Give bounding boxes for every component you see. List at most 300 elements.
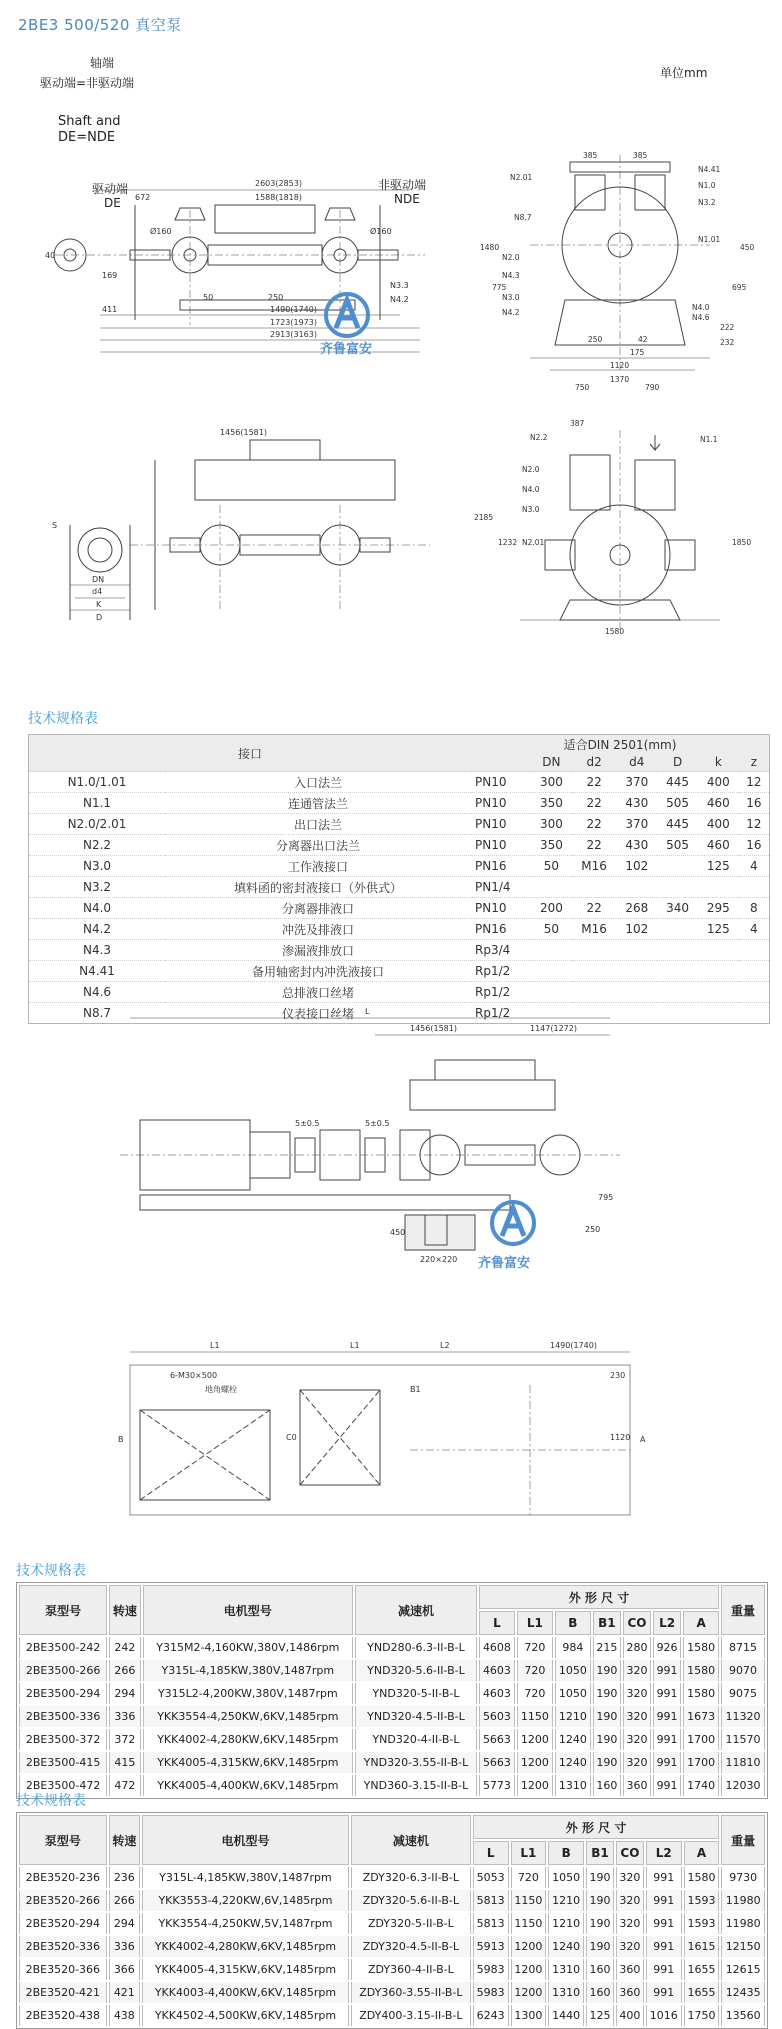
cell-dn: 50 [531, 919, 572, 940]
port-n32: N3.2 [698, 198, 716, 207]
cell-k [698, 1003, 739, 1024]
foundation-plan-dims [118, 1341, 646, 1444]
model-cell: ZDY320-5-II-B-L [351, 1913, 471, 1934]
cell-z [739, 940, 770, 961]
model-cell: 1700 [683, 1752, 719, 1773]
col-l: L [473, 1841, 509, 1865]
port-cell: N4.41 [29, 961, 166, 982]
model-cell: 1580 [683, 1637, 719, 1658]
port-cell: N4.6 [29, 982, 166, 1003]
model-row [19, 1982, 765, 2003]
cell-d [657, 877, 698, 898]
model-cell: YND320-5.6-II-B-L [355, 1660, 477, 1681]
model-cell: 11570 [721, 1729, 765, 1750]
model-cell: 991 [653, 1660, 681, 1681]
model-cell: 5663 [479, 1729, 515, 1750]
port-name-cell: 渗漏液排放口 [165, 940, 471, 961]
port-n87: N8.7 [514, 213, 532, 222]
model-cell: 2BE3520-294 [19, 1913, 107, 1934]
dim-k: K [96, 600, 102, 609]
model-cell: YKK4003-4,400KW,6KV,1485rpm [142, 1982, 349, 2003]
cell-k: 460 [698, 835, 739, 856]
col-k: k [698, 753, 739, 772]
model-cell: 991 [646, 1959, 682, 1980]
cell-d4: 430 [616, 793, 657, 814]
pump-front-body [70, 440, 430, 620]
cell-z: 16 [739, 835, 770, 856]
unit-label: 单位mm [660, 66, 708, 80]
model-cell: 991 [646, 1936, 682, 1957]
pump-side-drawing [40, 150, 440, 380]
model-cell: 1580 [684, 1867, 720, 1888]
spec-table-heading: 技术规格表 [28, 711, 98, 727]
model-cell: 720 [511, 1867, 547, 1888]
dim-1120: 1120 [610, 1433, 631, 1442]
dim-d160-right: Ø160 [370, 227, 392, 236]
cell-d4: 370 [616, 814, 657, 835]
dim-387: 387 [570, 419, 585, 428]
model-cell: 1673 [683, 1706, 719, 1727]
dim-2913: 2913(3163) [270, 330, 317, 339]
dim-s: S [52, 521, 58, 530]
port-n40: N4.0 [522, 485, 540, 494]
model-cell: 294 [109, 1683, 140, 1704]
col-pump: 泵型号 [19, 1815, 107, 1865]
model-cell: 991 [653, 1683, 681, 1704]
model-cell: 991 [646, 1913, 682, 1934]
cell-d [657, 856, 698, 877]
col-b1: B1 [593, 1611, 621, 1635]
port-n441: N4.41 [698, 165, 721, 174]
spec-row [29, 919, 770, 940]
model-cell: YKK4002-4,280KW,6KV,1485rpm [142, 1936, 349, 1957]
model-cell: 5813 [473, 1913, 509, 1934]
dim-b: B [118, 1435, 124, 1444]
model-cell: 1210 [548, 1913, 584, 1934]
nde-label-cn: 非驱动端 [378, 178, 427, 192]
model-cell: 1200 [517, 1752, 553, 1773]
model-cell: 5663 [479, 1752, 515, 1773]
cell-d2: M16 [572, 856, 617, 877]
model-cell: 2BE3500-242 [19, 1637, 107, 1658]
model-cell: Y315L-4,185KW,380V,1487rpm [143, 1660, 353, 1681]
model-cell: 320 [616, 1867, 644, 1888]
model-cell: 1240 [555, 1752, 591, 1773]
cell-d2 [572, 961, 617, 982]
cell-pn: Rp1/2 [471, 1003, 531, 1024]
model-cell: 1210 [555, 1706, 591, 1727]
model-cell: 1440 [548, 2005, 584, 2026]
cell-d2: 22 [572, 772, 617, 793]
model-cell: 991 [646, 1867, 682, 1888]
spec-row [29, 856, 770, 877]
model-cell: 438 [109, 2005, 140, 2026]
dim-l2: L2 [440, 1341, 450, 1350]
cell-d4: 102 [616, 856, 657, 877]
port-n201: N2.01 [522, 538, 545, 547]
dim-1850: 1850 [732, 538, 752, 547]
model-cell: 1200 [517, 1729, 553, 1750]
model-cell: 336 [109, 1706, 140, 1727]
port-cell: N2.2 [29, 835, 166, 856]
dim-b1: B1 [410, 1385, 421, 1394]
port-cell: N4.2 [29, 919, 166, 940]
model-cell: 5983 [473, 1982, 509, 2003]
dim-450: 450 [740, 243, 755, 252]
model-cell: 190 [593, 1706, 621, 1727]
model-cell: 12615 [721, 1959, 765, 1980]
port-name-cell: 出口法兰 [165, 814, 471, 835]
model-cell: 8715 [721, 1637, 765, 1658]
col-speed: 转速 [109, 1815, 140, 1865]
dim-1232: 1232 [498, 538, 518, 547]
unit-assembly-body [120, 1018, 620, 1250]
model-cell: 12435 [721, 1982, 765, 2003]
cell-k: 295 [698, 898, 739, 919]
model-cell: 1310 [548, 1982, 584, 2003]
cell-d2: M16 [572, 919, 617, 940]
model-cell: 242 [109, 1637, 140, 1658]
cell-dn: 300 [531, 772, 572, 793]
col-l: L [479, 1611, 515, 1635]
col-co: CO [623, 1611, 651, 1635]
port-cell: N3.0 [29, 856, 166, 877]
model-cell: 360 [616, 1982, 644, 2003]
model-cell: 9075 [721, 1683, 765, 1704]
model-cell: 190 [586, 1867, 614, 1888]
model-cell: YND320-3.55-II-B-L [355, 1752, 477, 1773]
dim-d4: d4 [92, 587, 103, 596]
port-n42: N4.2 [390, 295, 409, 304]
spec-row [29, 814, 770, 835]
cell-z [739, 982, 770, 1003]
dim-42: 42 [638, 335, 648, 344]
model-cell: 5983 [473, 1959, 509, 1980]
de-label-en: DE [104, 196, 121, 210]
col-port: 接口 [29, 735, 472, 772]
dim-250: 250 [585, 1225, 601, 1234]
model-cell: 2BE3520-266 [19, 1890, 107, 1911]
port-n30: N3.0 [522, 505, 540, 514]
model-cell: 190 [586, 1936, 614, 1957]
model-cell: 2BE3520-366 [19, 1959, 107, 1980]
model-cell: 11980 [721, 1913, 765, 1934]
dim-450: 450 [390, 1228, 406, 1237]
model-cell: 320 [616, 1890, 644, 1911]
model-cell: 266 [109, 1660, 140, 1681]
spec-row [29, 793, 770, 814]
model-cell: 2BE3500-336 [19, 1706, 107, 1727]
dim-2603: 2603(2853) [255, 179, 302, 188]
model-cell: ZDY360-3.55-II-B-L [351, 1982, 471, 2003]
model-cell: 9730 [721, 1867, 765, 1888]
dim-gap-1: 5±0.5 [295, 1119, 320, 1128]
model-cell: 13560 [721, 2005, 765, 2026]
model-cell: Y315M2-4,160KW,380V,1486rpm [143, 1637, 353, 1658]
model-cell: 320 [623, 1706, 651, 1727]
pump-end-drawing [470, 150, 770, 390]
model-cell: 9070 [721, 1660, 765, 1681]
port-cell: N8.7 [29, 1003, 166, 1024]
model-cell: YKK4005-4,315KW,6KV,1485rpm [142, 1959, 349, 1980]
model-cell: 2BE3500-294 [19, 1683, 107, 1704]
model-cell: 4603 [479, 1683, 515, 1704]
spec-row [29, 940, 770, 961]
model-cell: YND280-6.3-II-B-L [355, 1637, 477, 1658]
cell-z: 16 [739, 793, 770, 814]
model-cell: 1150 [517, 1706, 553, 1727]
port-n42: N4.2 [502, 308, 520, 317]
model-row [19, 1959, 765, 1980]
cell-d [657, 961, 698, 982]
model-cell: 1240 [555, 1729, 591, 1750]
dim-dn: DN [92, 575, 105, 584]
cell-k [698, 940, 739, 961]
col-a: A [684, 1841, 720, 1865]
model-table-heading-2: 技术规格表 [16, 1793, 86, 1809]
model-cell: 472 [109, 1775, 140, 1796]
model-cell: ZDY320-4.5-II-B-L [351, 1936, 471, 1957]
dim-1120: 1120 [610, 361, 630, 370]
dim-1588: 1588(1818) [255, 193, 302, 202]
watermark-logo-icon-2 [488, 1198, 538, 1248]
cell-pn: PN1/4 [471, 877, 531, 898]
col-dims: 外 形 尺 寸 [473, 1815, 720, 1839]
port-name-cell: 冲洗及排液口 [165, 919, 471, 940]
cell-d4: 370 [616, 772, 657, 793]
dim-1580: 1580 [605, 627, 625, 636]
model-cell: 294 [109, 1913, 140, 1934]
model-cell: 5603 [479, 1706, 515, 1727]
dim-175: 175 [630, 348, 645, 357]
dim-d160-left: Ø160 [150, 227, 172, 236]
model-cell: 4603 [479, 1660, 515, 1681]
model-cell: 190 [593, 1683, 621, 1704]
cell-k [698, 982, 739, 1003]
col-motor: 电机型号 [143, 1585, 353, 1635]
dim-411: 411 [102, 305, 118, 314]
col-pn [471, 753, 531, 772]
model-cell: 1310 [555, 1775, 591, 1796]
dim-1456: 1456(1581) [410, 1024, 457, 1033]
model-cell: 12150 [721, 1936, 765, 1957]
model-cell: YKK4005-4,400KW,6KV,1485rpm [143, 1775, 353, 1796]
model-cell: 1750 [684, 2005, 720, 2026]
model-cell: 720 [517, 1637, 553, 1658]
model-cell: 5053 [473, 1867, 509, 1888]
cell-pn: Rp1/2 [471, 982, 531, 1003]
model-cell: ZDY320-6.3-II-B-L [351, 1867, 471, 1888]
cell-k: 400 [698, 772, 739, 793]
port-n10: N1.0 [698, 181, 716, 190]
col-z: z [739, 753, 770, 772]
model-row [19, 1637, 765, 1658]
model-cell: 190 [586, 1890, 614, 1911]
col-l1: L1 [511, 1841, 547, 1865]
model-cell: 215 [593, 1637, 621, 1658]
model-cell: YND320-4.5-II-B-L [355, 1706, 477, 1727]
model-cell: 12030 [721, 1775, 765, 1796]
cell-pn: Rp3/4 [471, 940, 531, 961]
model-cell: 1300 [511, 2005, 547, 2026]
model-cell: 421 [109, 1982, 140, 2003]
col-b: B [555, 1611, 591, 1635]
pump-separator-end-dims [474, 419, 751, 636]
model-cell: 5773 [479, 1775, 515, 1796]
port-cell: N1.1 [29, 793, 166, 814]
model-cell: 1740 [683, 1775, 719, 1796]
watermark-text-2: 齐鲁富安 [478, 1256, 531, 1271]
dim-l1-b: L1 [350, 1341, 360, 1350]
cell-d2 [572, 940, 617, 961]
port-n30: N3.0 [502, 293, 520, 302]
model-cell: 360 [616, 1959, 644, 1980]
model-cell: 1200 [511, 1936, 547, 1957]
cell-dn [531, 940, 572, 961]
cell-d: 505 [657, 835, 698, 856]
col-dn: DN [531, 753, 572, 772]
port-cell: N1.0/1.01 [29, 772, 166, 793]
cell-d: 505 [657, 793, 698, 814]
cell-d: 340 [657, 898, 698, 919]
model-cell: 720 [517, 1683, 553, 1704]
model-cell: YND320-5-II-B-L [355, 1683, 477, 1704]
dim-40: 40 [45, 251, 56, 260]
col-b1: B1 [586, 1841, 614, 1865]
model-cell: 336 [109, 1936, 140, 1957]
pump-separator-end-drawing [460, 410, 770, 640]
col-d4: d4 [616, 753, 657, 772]
model-cell: 280 [623, 1637, 651, 1658]
model-cell: 125 [586, 2005, 614, 2026]
spec-row [29, 772, 770, 793]
dim-1723: 1723(1973) [270, 318, 317, 327]
cell-d2: 22 [572, 835, 617, 856]
model-cell: 190 [593, 1660, 621, 1681]
col-a: A [683, 1611, 719, 1635]
port-n46: N4.6 [692, 313, 710, 322]
dim-a: A [640, 1435, 646, 1444]
col-l2: L2 [646, 1841, 682, 1865]
port-n201: N2.01 [510, 173, 533, 182]
cell-d2 [572, 877, 617, 898]
model-cell: 320 [623, 1660, 651, 1681]
dim-169: 169 [102, 271, 118, 280]
dim-775: 775 [492, 283, 507, 292]
model-cell: 1655 [684, 1959, 720, 1980]
model-cell: 1580 [683, 1660, 719, 1681]
cell-dn: 350 [531, 835, 572, 856]
dim-220: 220×220 [420, 1255, 458, 1264]
model-cell: 2BE3500-472 [19, 1775, 107, 1796]
col-motor: 电机型号 [142, 1815, 349, 1865]
col-dims: 外 形 尺 寸 [479, 1585, 719, 1609]
col-l2: L2 [653, 1611, 681, 1635]
cell-pn: Rp1/2 [471, 961, 531, 982]
port-n22: N2.2 [530, 433, 548, 442]
model-cell: 266 [109, 1890, 140, 1911]
watermark-logo-icon [322, 290, 372, 340]
model-cell: 1310 [548, 1959, 584, 1980]
dim-230: 230 [610, 1371, 626, 1380]
dim-c0: C0 [286, 1433, 297, 1442]
dim-232: 232 [720, 338, 735, 347]
cell-pn: PN16 [471, 856, 531, 877]
nde-label-en: NDE [394, 192, 420, 206]
port-cell: N4.0 [29, 898, 166, 919]
model-cell: 360 [623, 1775, 651, 1796]
model-row [19, 1660, 765, 1681]
spec-row [29, 961, 770, 982]
cell-pn: PN10 [471, 793, 531, 814]
col-speed: 转速 [109, 1585, 140, 1635]
model-cell: 1210 [548, 1890, 584, 1911]
model-cell: 160 [586, 1959, 614, 1980]
model-cell: 991 [653, 1775, 681, 1796]
model-cell: Y315L2-4,200KW,380V,1487rpm [143, 1683, 353, 1704]
model-row [19, 1775, 765, 1796]
model-cell: 984 [555, 1637, 591, 1658]
cell-d [657, 940, 698, 961]
port-cell: N4.3 [29, 940, 166, 961]
port-name-cell: 总排液口丝堵 [165, 982, 471, 1003]
dim-695: 695 [732, 283, 747, 292]
port-n43: N4.3 [502, 271, 520, 280]
model-cell: YKK4002-4,280KW,6KV,1485rpm [143, 1729, 353, 1750]
dim-672: 672 [135, 193, 151, 202]
shaft-label-en: Shaft and [58, 114, 121, 129]
model-row [19, 1683, 765, 1704]
cell-k: 460 [698, 793, 739, 814]
col-l1: L1 [517, 1611, 553, 1635]
dim-l: L [365, 1007, 370, 1016]
model-cell: YND360-3.15-II-B-L [355, 1775, 477, 1796]
model-cell: 991 [646, 1890, 682, 1911]
model-cell: 1200 [511, 1982, 547, 2003]
cell-z: 12 [739, 814, 770, 835]
foundation-plan-drawing [110, 1330, 660, 1530]
model-cell: 720 [517, 1660, 553, 1681]
shaft-rule-en: DE=NDE [58, 130, 116, 145]
model-cell: ZDY320-5.6-II-B-L [351, 1890, 471, 1911]
dim-795: 795 [598, 1193, 614, 1202]
model-cell: 320 [623, 1752, 651, 1773]
cell-dn: 50 [531, 856, 572, 877]
port-cell: N2.0/2.01 [29, 814, 166, 835]
cell-d4 [616, 961, 657, 982]
dim-750: 750 [575, 383, 590, 392]
cell-d [657, 919, 698, 940]
cell-z [739, 877, 770, 898]
dim-250: 250 [268, 293, 284, 302]
model-cell: 2BE3500-266 [19, 1660, 107, 1681]
col-b: B [548, 1841, 584, 1865]
model-cell: 1016 [646, 2005, 682, 2026]
flange-spec-table [28, 734, 770, 1024]
spec-row [29, 898, 770, 919]
cell-d4: 268 [616, 898, 657, 919]
dim-1480: 1480 [480, 243, 500, 252]
dim-250: 250 [588, 335, 603, 344]
model-cell: 320 [616, 1936, 644, 1957]
cell-z: 12 [739, 772, 770, 793]
model-cell: 320 [623, 1729, 651, 1750]
model-cell: 6243 [473, 2005, 509, 2026]
cell-pn: PN16 [471, 919, 531, 940]
model-cell: 11810 [721, 1752, 765, 1773]
model-cell: 1593 [684, 1913, 720, 1934]
port-name-cell: 分离器出口法兰 [165, 835, 471, 856]
